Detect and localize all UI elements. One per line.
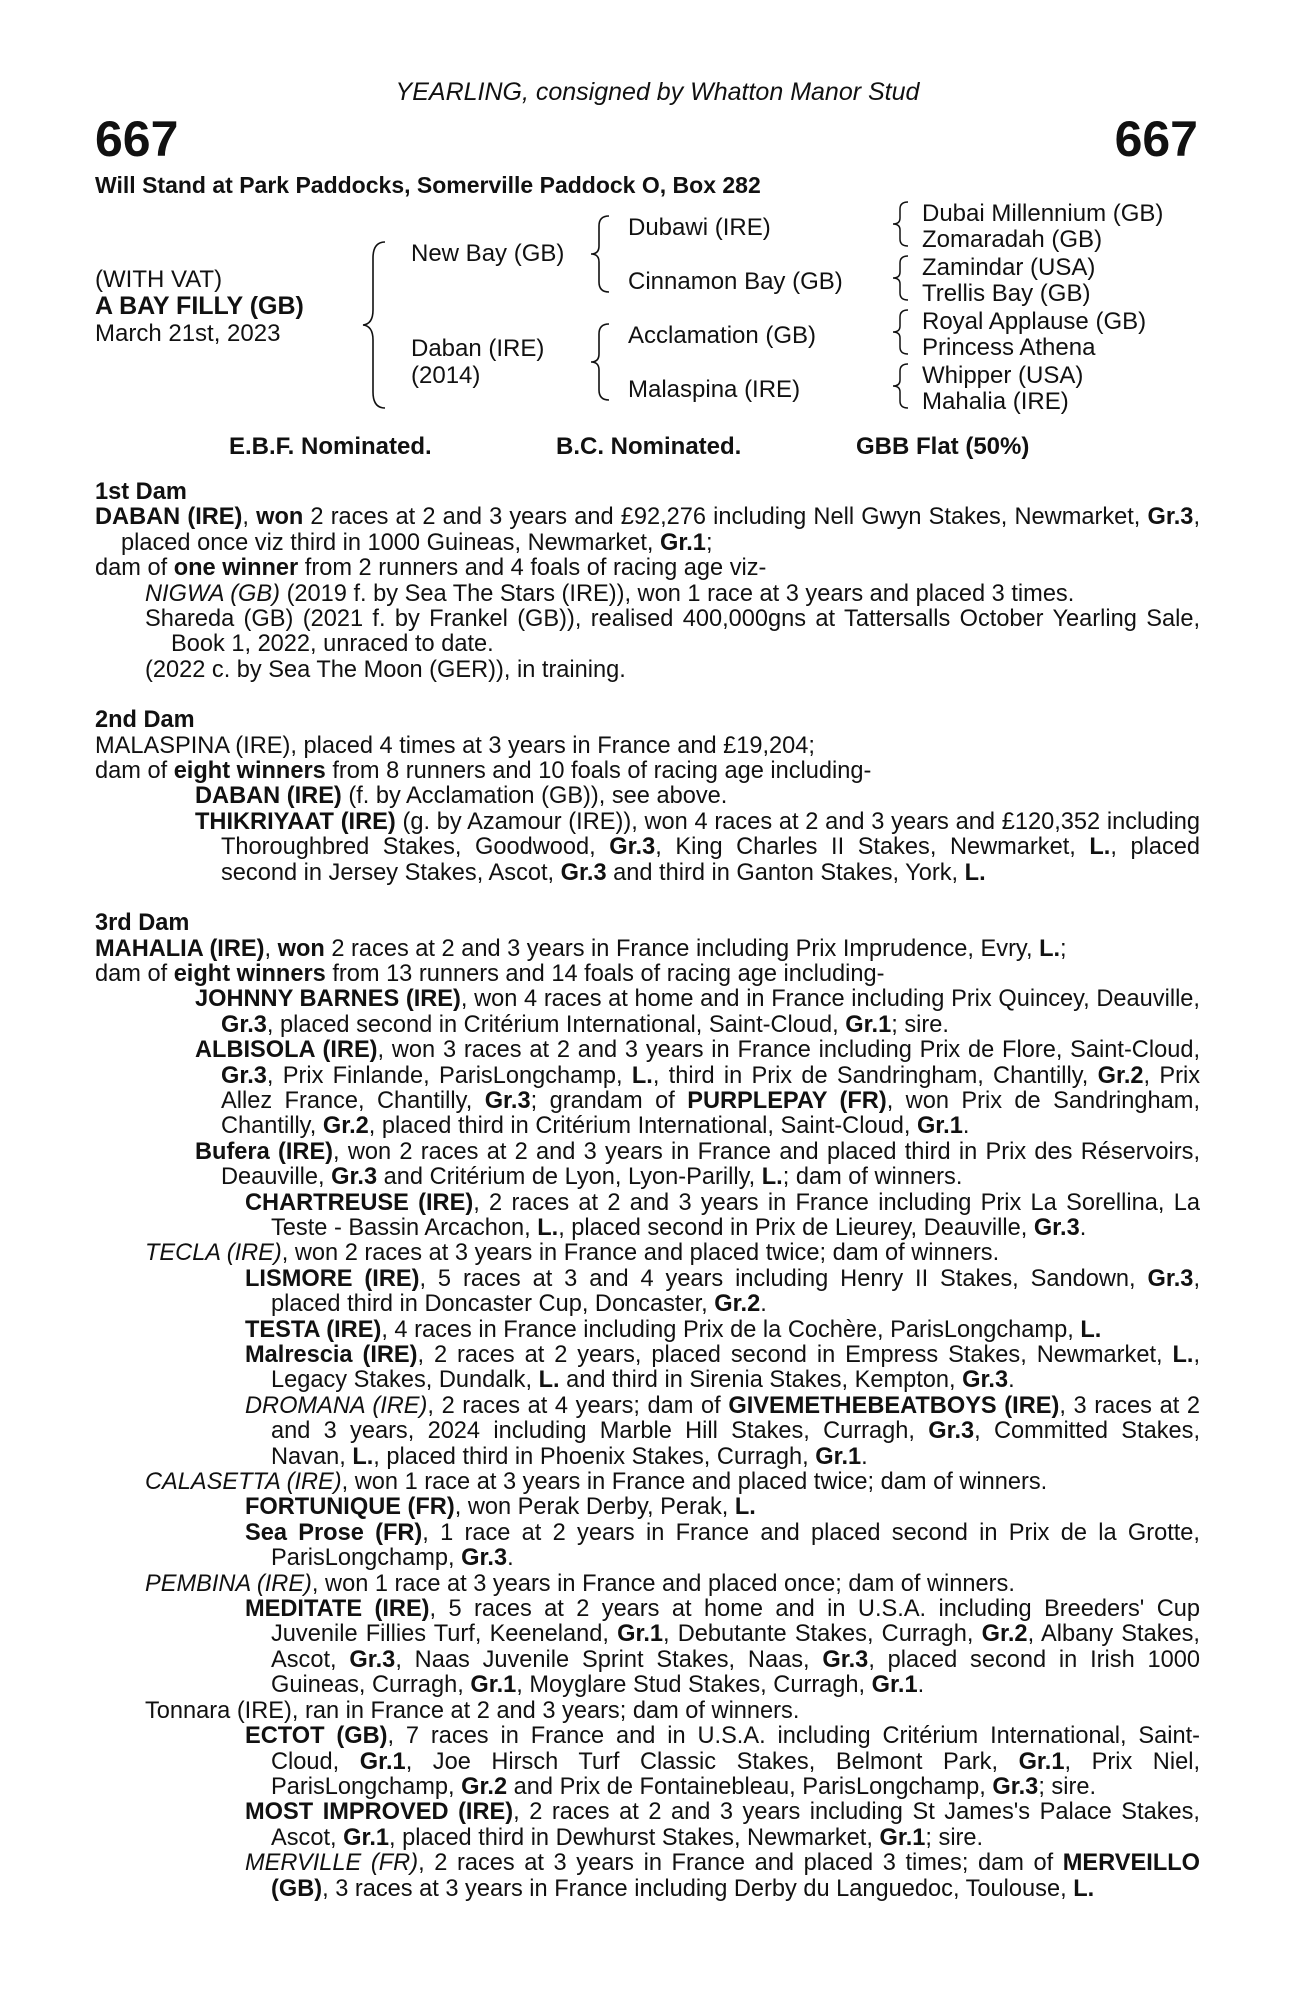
dam-year: (2014) [411, 362, 481, 389]
first-dam-heading: 1st Dam [95, 479, 187, 505]
sire-sire: Dubawi (IRE) [628, 214, 771, 241]
produce-item: Shareda (GB) (2021 f. by Frankel (GB)), realised 400,000gns at Tattersalls October Yearling Sale, Book 1, 2022, unraced to date. [145, 606, 1200, 658]
produce-item: Sea Prose (FR), 1 race at 2 years in France and placed second in Prix de la Grotte, ParisLongchamp, Gr.3. [245, 1519, 1200, 1572]
vat-note: (WITH VAT) [95, 266, 223, 293]
produce-item: TECLA (IRE), won 2 races at 3 years in France and placed twice; dam of winners. [145, 1240, 1000, 1267]
dam-sire: Acclamation (GB) [628, 322, 817, 349]
produce-item: CHARTREUSE (IRE), 2 races at 2 and 3 years in France including Prix La Sorellina, La Teste - Bassin Arcachon, L., placed second in Prix de Lieurey, Deauville, Gr.3. [245, 1189, 1200, 1241]
produce-item: PEMBINA (IRE), won 1 race at 3 years in France and placed once; dam of winners. [145, 1570, 1015, 1597]
produce-item: JOHNNY BARNES (IRE), won 4 races at home and in France including Prix Quincey, Deauville, Gr.3, placed second in Critérium International, Saint-Cloud, Gr.1; sire. [195, 986, 1200, 1038]
produce-item: TESTA (IRE), 4 races in France including Prix de la Cochère, ParisLongchamp, L. [245, 1316, 1102, 1343]
produce-item: (2022 c. by Sea The Moon (GER)), in training. [145, 656, 626, 683]
consignor-line: YEARLING, consigned by Whatton Manor Stud [395, 78, 920, 106]
produce-item: FORTUNIQUE (FR), won Perak Derby, Perak, L. [245, 1494, 756, 1521]
ancestor-7: Whipper (USA) [922, 362, 1084, 389]
pedigree-brace-g3 [888, 308, 914, 356]
pedigree-brace-main [355, 240, 395, 410]
produce-item: NIGWA (GB) (2019 f. by Sea The Stars (IRE)), won 1 race at 3 years and placed 3 times. [145, 580, 1075, 607]
dam-dam: Malaspina (IRE) [628, 376, 801, 403]
third-dam-produce-summary: dam of eight winners from 13 runners and 14 foals of racing age including- [95, 960, 885, 987]
produce-item: MEDITATE (IRE), 5 races at 2 years at home and in U.S.A. including Breeders' Cup Juvenile Fillies Turf, Keeneland, Gr.1, Debutante Stakes, Curragh, Gr.2, Albany Stakes, Ascot, Gr.3, Naas Juvenile Sprint Stakes, Naas, Gr.3, placed second in Irish 1000 Guineas, Curragh, Gr.1, Moyglare Stud Stakes, Curragh, Gr.1. [245, 1596, 1200, 1699]
pedigree-brace-g4 [888, 362, 914, 410]
produce-item: ECTOT (GB), 7 races in France and in U.S.A. including Critérium International, Saint-Cloud, Gr.1, Joe Hirsch Turf Classic Stakes, Belmont Park, Gr.1, Prix Niel, ParisLongchamp, Gr.2 and Prix de Fontainebleau, ParisLongchamp, Gr.3; sire. [245, 1723, 1200, 1800]
sire-dam: Cinnamon Bay (GB) [628, 268, 843, 295]
produce-item: Tonnara (IRE), ran in France at 2 and 3 years; dam of winners. [145, 1697, 800, 1724]
horse-name: A BAY FILLY (GB) [95, 292, 304, 320]
second-dam-produce-summary: dam of eight winners from 8 runners and 10 foals of racing age including- [95, 758, 872, 785]
produce-item: ALBISOLA (IRE), won 3 races at 2 and 3 years in France including Prix de Flore, Saint-Cloud, Gr.3, Prix Finlande, ParisLongchamp, L., third in Prix de Sandringham, Chantilly, Gr.2, Prix Allez France, Chantilly, Gr.3; grandam of PURPLEPAY (FR), won Prix de Sandringham, Chantilly, Gr.2, placed third in Critérium International, Saint-Cloud, Gr.1. [195, 1037, 1200, 1140]
sire: New Bay (GB) [411, 240, 565, 267]
pedigree-brace-g1 [888, 200, 914, 248]
catalogue-body [95, 480, 1200, 1902]
gbb-flat: GBB Flat (50%) [856, 433, 1030, 460]
horse-dob: March 21st, 2023 [95, 320, 281, 347]
ancestor-2: Zomaradah (GB) [922, 226, 1103, 253]
lot-number-right: 667 [1114, 111, 1198, 167]
pedigree-brace-g2 [888, 254, 914, 302]
dam-entry: DABAN (IRE), won 2 races at 2 and 3 years and £92,276 including Nell Gwyn Stakes, Newmarket, Gr.3, placed once viz third in 1000 Guineas, Newmarket, Gr.1; [95, 504, 1200, 556]
produce-item: Malrescia (IRE), 2 races at 2 years, placed second in Empress Stakes, Newmarket, L., Legacy Stakes, Dundalk, L. and third in Sirenia Stakes, Kempton, Gr.3. [245, 1342, 1200, 1394]
produce-item: MOST IMPROVED (IRE), 2 races at 2 and 3 years including St James's Palace Stakes, Ascot, Gr.1, placed third in Dewhurst Stakes, Newmarket, Gr.1; sire. [245, 1799, 1200, 1851]
dam: Daban (IRE) [411, 335, 545, 362]
ancestor-8: Mahalia (IRE) [922, 388, 1069, 415]
lot-number-left: 667 [95, 111, 179, 167]
ancestor-4: Trellis Bay (GB) [922, 280, 1091, 307]
produce-item: THIKRIYAAT (IRE) (g. by Azamour (IRE)), won 4 races at 2 and 3 years and £120,352 including Thoroughbred Stakes, Goodwood, Gr.3, King Charles II Stakes, Newmarket, L., placed second in Jersey Stakes, Ascot, Gr.3 and third in Ganton Stakes, York, L. [195, 808, 1201, 886]
ancestor-3: Zamindar (USA) [922, 254, 1096, 281]
ancestor-5: Royal Applause (GB) [922, 308, 1147, 335]
dam-produce-summary: dam of one winner from 2 runners and 4 foals of racing age viz- [95, 555, 767, 582]
ancestor-1: Dubai Millennium (GB) [922, 200, 1164, 227]
second-dam-entry: MALASPINA (IRE), placed 4 times at 3 years in France and £19,204; [95, 732, 815, 759]
produce-item: CALASETTA (IRE), won 1 race at 3 years in France and placed twice; dam of winners. [145, 1469, 1048, 1496]
produce-item: MERVILLE (FR), 2 races at 3 years in France and placed 3 times; dam of MERVEILLO (GB), 3 races at 3 years in France including Derby du Languedoc, Toulouse, L. [245, 1850, 1200, 1902]
produce-item: LISMORE (IRE), 5 races at 3 and 4 years including Henry II Stakes, Sandown, Gr.3, placed third in Doncaster Cup, Doncaster, Gr.2. [245, 1265, 1200, 1318]
ebf-nomination: E.B.F. Nominated. [229, 433, 432, 460]
bc-nomination: B.C. Nominated. [556, 433, 742, 460]
produce-item: DROMANA (IRE), 2 races at 4 years; dam of GIVEMETHEBEATBOYS (IRE), 3 races at 2 and 3 years, 2024 including Marble Hill Stakes, Curragh, Gr.3, Committed Stakes, Navan, L., placed third in Phoenix Stakes, Curragh, Gr.1. [245, 1392, 1201, 1470]
ancestor-6: Princess Athena [922, 334, 1096, 361]
pedigree-brace-sire [585, 214, 615, 294]
produce-item: DABAN (IRE) (f. by Acclamation (GB)), see above. [195, 783, 728, 810]
second-dam-heading: 2nd Dam [95, 707, 195, 734]
produce-item: Bufera (IRE), won 2 races at 2 and 3 years in France and placed third in Prix des Réservoirs, Deauville, Gr.3 and Critérium de Lyon, Lyon-Parilly, L.; dam of winners. [195, 1138, 1200, 1191]
pedigree-brace-dam [585, 322, 615, 402]
stand-location: Will Stand at Park Paddocks, Somerville Paddock O, Box 282 [95, 172, 761, 198]
third-dam-heading: 3rd Dam [95, 910, 190, 937]
third-dam-entry: MAHALIA (IRE), won 2 races at 2 and 3 years in France including Prix Imprudence, Evry, L.; [95, 935, 1067, 962]
